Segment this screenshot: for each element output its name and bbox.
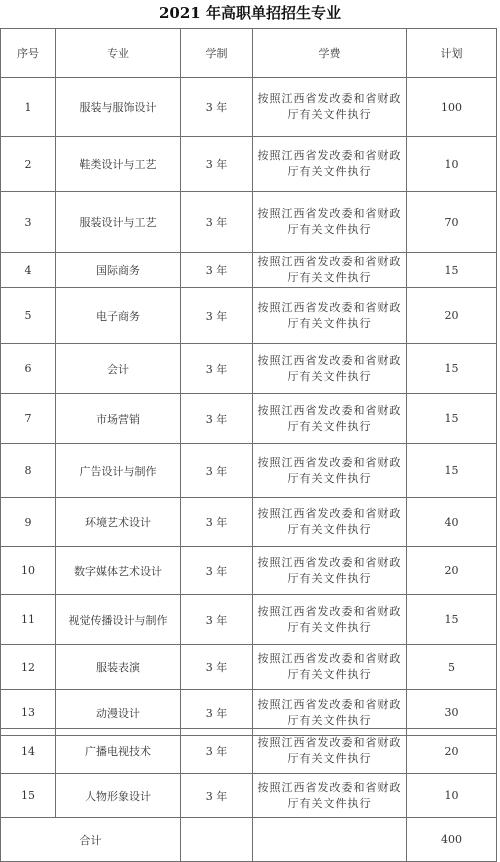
row-major: 鞋类设计与工艺 [56,137,181,192]
row-years: 3 年 [181,498,253,547]
row-major: 广播电视技术 [56,729,181,774]
total-label: 合计 [1,818,181,862]
table-row [1,344,497,394]
row-plan: 15 [407,394,497,444]
row-no: 11 [1,595,56,645]
row-plan: 15 [407,595,497,645]
row-years: 3 年 [181,595,253,645]
row-years: 3 年 [181,729,253,774]
row-major: 国际商务 [56,253,181,288]
table-row [1,288,497,344]
row-no: 14 [1,729,56,774]
row-fee: 按照江西省发改委和省财政厅有关文件执行 [253,444,407,498]
row-plan: 5 [407,645,497,690]
row-no: 10 [1,547,56,595]
row-no: 12 [1,645,56,690]
row-years: 3 年 [181,394,253,444]
row-no: 5 [1,288,56,344]
row-years: 3 年 [181,78,253,137]
row-no: 4 [1,253,56,288]
row-major: 电子商务 [56,288,181,344]
row-years: 3 年 [181,253,253,288]
row-major: 环境艺术设计 [56,498,181,547]
row-fee: 按照江西省发改委和省财政厅有关文件执行 [253,253,407,288]
row-fee: 按照江西省发改委和省财政厅有关文件执行 [253,288,407,344]
row-major: 视觉传播设计与制作 [56,595,181,645]
row-years: 3 年 [181,137,253,192]
row-plan: 20 [407,729,497,774]
row-no: 6 [1,344,56,394]
row-major: 服装设计与工艺 [56,192,181,253]
row-no: 8 [1,444,56,498]
row-major: 广告设计与制作 [56,444,181,498]
row-plan: 15 [407,444,497,498]
row-years: 3 年 [181,344,253,394]
row-fee: 按照江西省发改委和省财政厅有关文件执行 [253,645,407,690]
row-no: 2 [1,137,56,192]
table-row [1,78,497,137]
table-row [1,394,497,444]
row-plan: 40 [407,498,497,547]
row-plan: 70 [407,192,497,253]
row-fee: 按照江西省发改委和省财政厅有关文件执行 [253,78,407,137]
enrollment-table-continued [0,728,497,862]
row-fee: 按照江西省发改委和省财政厅有关文件执行 [253,192,407,253]
page-title: 2021 年高职单招招生专业 [159,4,341,22]
row-years: 3 年 [181,774,253,818]
row-fee: 按照江西省发改委和省财政厅有关文件执行 [253,498,407,547]
row-plan: 15 [407,253,497,288]
row-fee: 按照江西省发改委和省财政厅有关文件执行 [253,595,407,645]
row-no: 1 [1,78,56,137]
row-major: 服装表演 [56,645,181,690]
table-row [1,137,497,192]
table-row [1,645,497,690]
header-plan: 计划 [407,29,497,78]
enrollment-table [0,28,497,736]
row-plan: 20 [407,288,497,344]
row-no: 7 [1,394,56,444]
row-years: 3 年 [181,690,253,736]
table-row [1,253,497,288]
row-major: 服装与服饰设计 [56,78,181,137]
row-no: 13 [1,690,56,736]
table-row [1,595,497,645]
row-major: 人物形象设计 [56,774,181,818]
row-no: 9 [1,498,56,547]
table-row [1,729,497,774]
total-empty-fee [253,818,407,862]
table-row [1,774,497,818]
row-major: 数字媒体艺术设计 [56,547,181,595]
row-plan: 15 [407,344,497,394]
row-plan: 20 [407,547,497,595]
row-fee: 按照江西省发改委和省财政厅有关文件执行 [253,729,407,774]
total-plan: 400 [407,818,497,862]
row-no: 3 [1,192,56,253]
header-no: 序号 [1,29,56,78]
table-row [1,192,497,253]
row-plan: 30 [407,690,497,736]
row-fee: 按照江西省发改委和省财政厅有关文件执行 [253,690,407,736]
total-row [1,818,497,862]
table-row [1,547,497,595]
row-years: 3 年 [181,547,253,595]
table-header-row [1,29,497,78]
row-fee: 按照江西省发改委和省财政厅有关文件执行 [253,394,407,444]
row-major: 市场营销 [56,394,181,444]
row-fee: 按照江西省发改委和省财政厅有关文件执行 [253,547,407,595]
header-years: 学制 [181,29,253,78]
row-plan: 10 [407,137,497,192]
row-fee: 按照江西省发改委和省财政厅有关文件执行 [253,774,407,818]
row-years: 3 年 [181,444,253,498]
row-years: 3 年 [181,288,253,344]
row-plan: 10 [407,774,497,818]
row-fee: 按照江西省发改委和省财政厅有关文件执行 [253,137,407,192]
total-empty-years [181,818,253,862]
row-years: 3 年 [181,645,253,690]
table-row [1,498,497,547]
row-major: 会计 [56,344,181,394]
row-major: 动漫设计 [56,690,181,736]
table-row [1,444,497,498]
row-plan: 100 [407,78,497,137]
row-years: 3 年 [181,192,253,253]
row-fee: 按照江西省发改委和省财政厅有关文件执行 [253,344,407,394]
header-fee: 学费 [253,29,407,78]
row-no: 15 [1,774,56,818]
header-major: 专业 [56,29,181,78]
